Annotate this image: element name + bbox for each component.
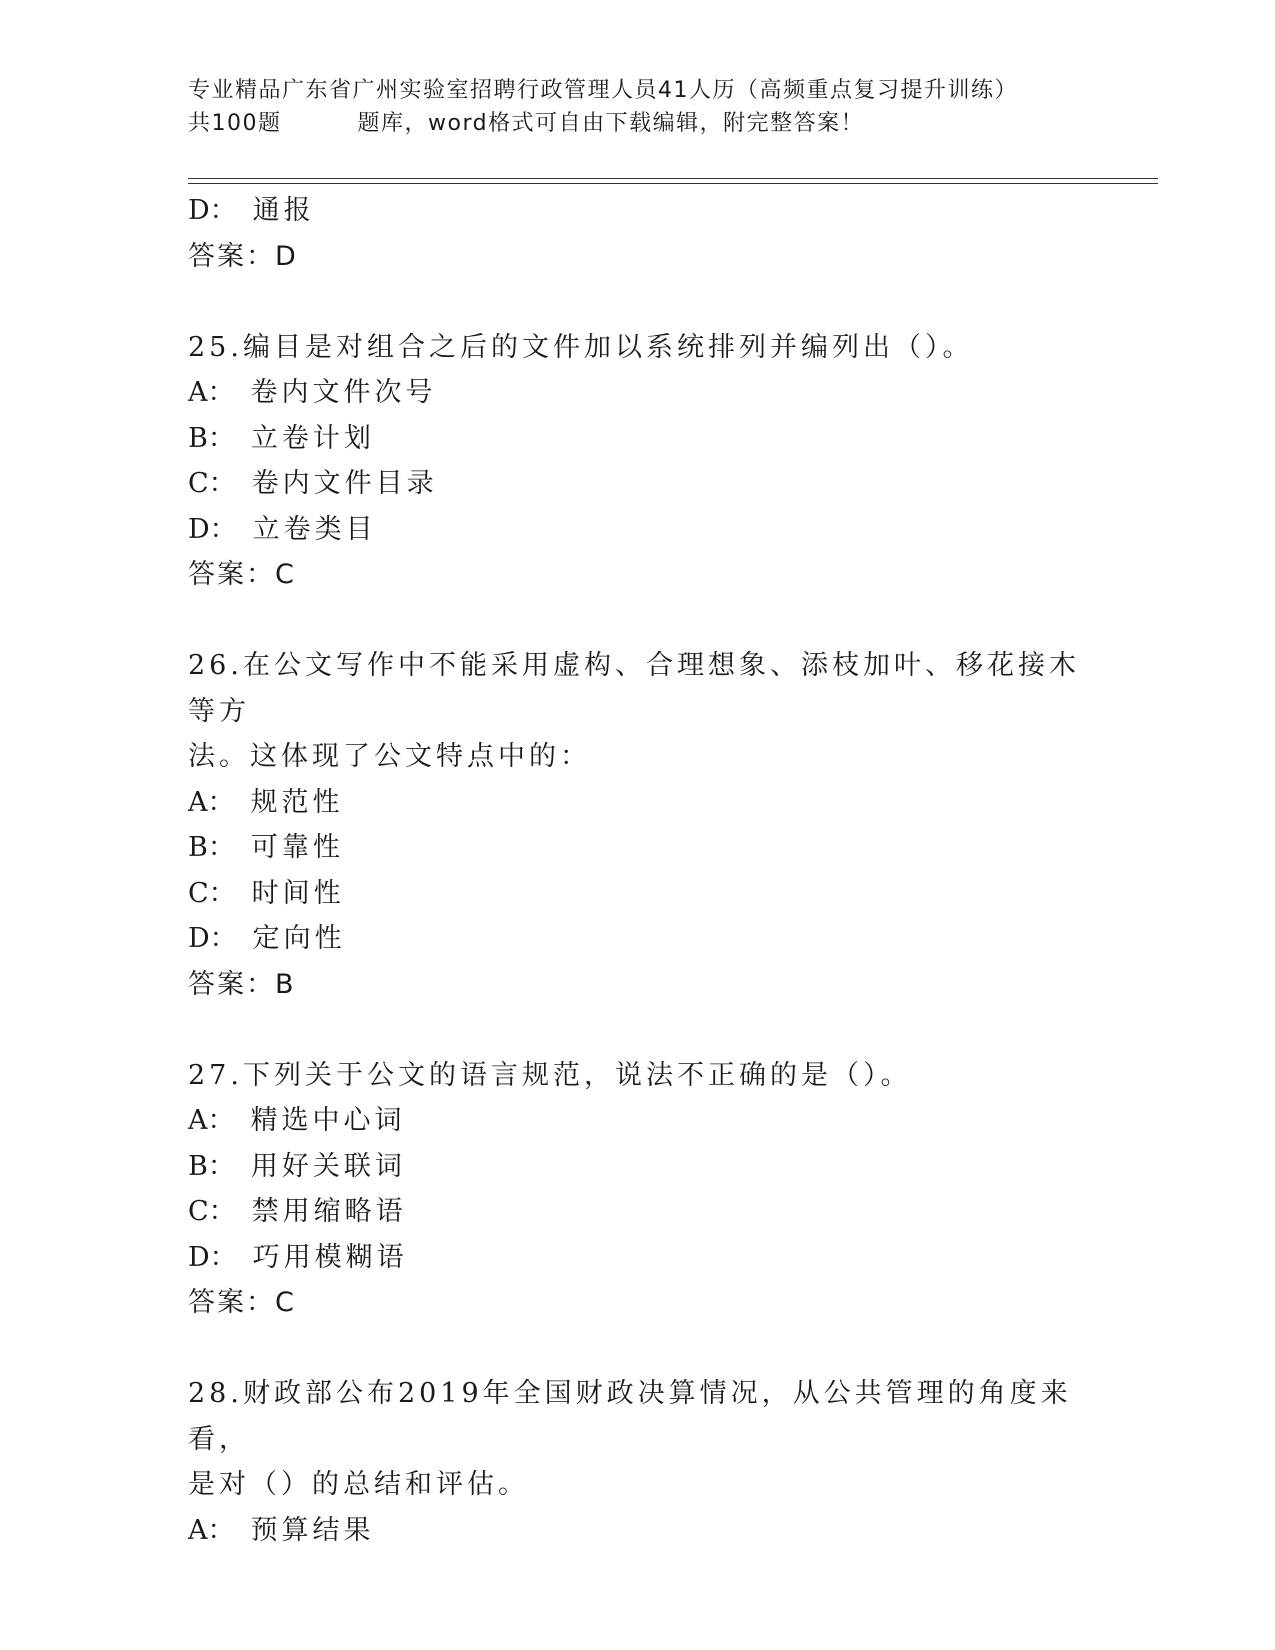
header-question-count: 共100题 [188, 111, 282, 136]
option-d: D： 定向性 [188, 923, 346, 954]
document-header [188, 74, 1148, 140]
option-a: A： 预算结果 [188, 1514, 375, 1546]
prev-answer: 答案：D [188, 240, 298, 272]
option-c: C： 时间性 [188, 877, 345, 909]
question-stem-line2: 是对（）的总结和评估。 [188, 1469, 529, 1500]
option-a: A： 规范性 [188, 786, 344, 818]
question-stem: 27.下列关于公文的语言规范，说法不正确的是（）。 [188, 1059, 912, 1091]
header-subtitle: 题库，word格式可自由下载编辑，附完整答案！ [357, 111, 865, 136]
header-divider-top [188, 178, 1158, 179]
option-a: A： 卷内文件次号 [188, 377, 437, 408]
prev-option-d: D： 通报 [188, 195, 315, 226]
answer: 答案：B [188, 968, 296, 1000]
option-c: C： 禁用缩略语 [188, 1196, 407, 1227]
option-c: C： 卷内文件目录 [188, 468, 438, 499]
header-title-line2 [188, 107, 1148, 140]
answer: 答案：C [188, 1287, 296, 1318]
option-b: B： 可靠性 [188, 832, 344, 863]
option-d: D： 巧用模糊语 [188, 1241, 408, 1273]
question-25 [188, 325, 1088, 598]
question-27 [188, 1053, 1088, 1326]
option-b: B： 立卷计划 [188, 422, 375, 454]
question-stem-line1: 28.财政部公布2019年全国财政决算情况，从公共管理的角度来看， [188, 1378, 1072, 1455]
question-28 [188, 1371, 1088, 1553]
question-stem-line2: 法。这体现了公文特点中的： [188, 741, 591, 772]
question-stem-line1: 26.在公文写作中不能采用虚构、合理想象、添枝加叶、移花接木等方 [188, 650, 1080, 727]
option-a: A： 精选中心词 [188, 1105, 406, 1136]
answer: 答案：C [188, 559, 296, 590]
question-stem: 25.编目是对组合之后的文件加以系统排列并编列出（）。 [188, 331, 974, 363]
option-d: D： 立卷类目 [188, 513, 377, 545]
document-body [188, 188, 1088, 1553]
option-b: B： 用好关联词 [188, 1150, 406, 1182]
header-title-line1: 专业精品广东省广州实验室招聘行政管理人员41人历（高频重点复习提升训练） [188, 78, 1018, 103]
question-26 [188, 643, 1088, 1007]
header-divider-bottom [188, 183, 1158, 184]
